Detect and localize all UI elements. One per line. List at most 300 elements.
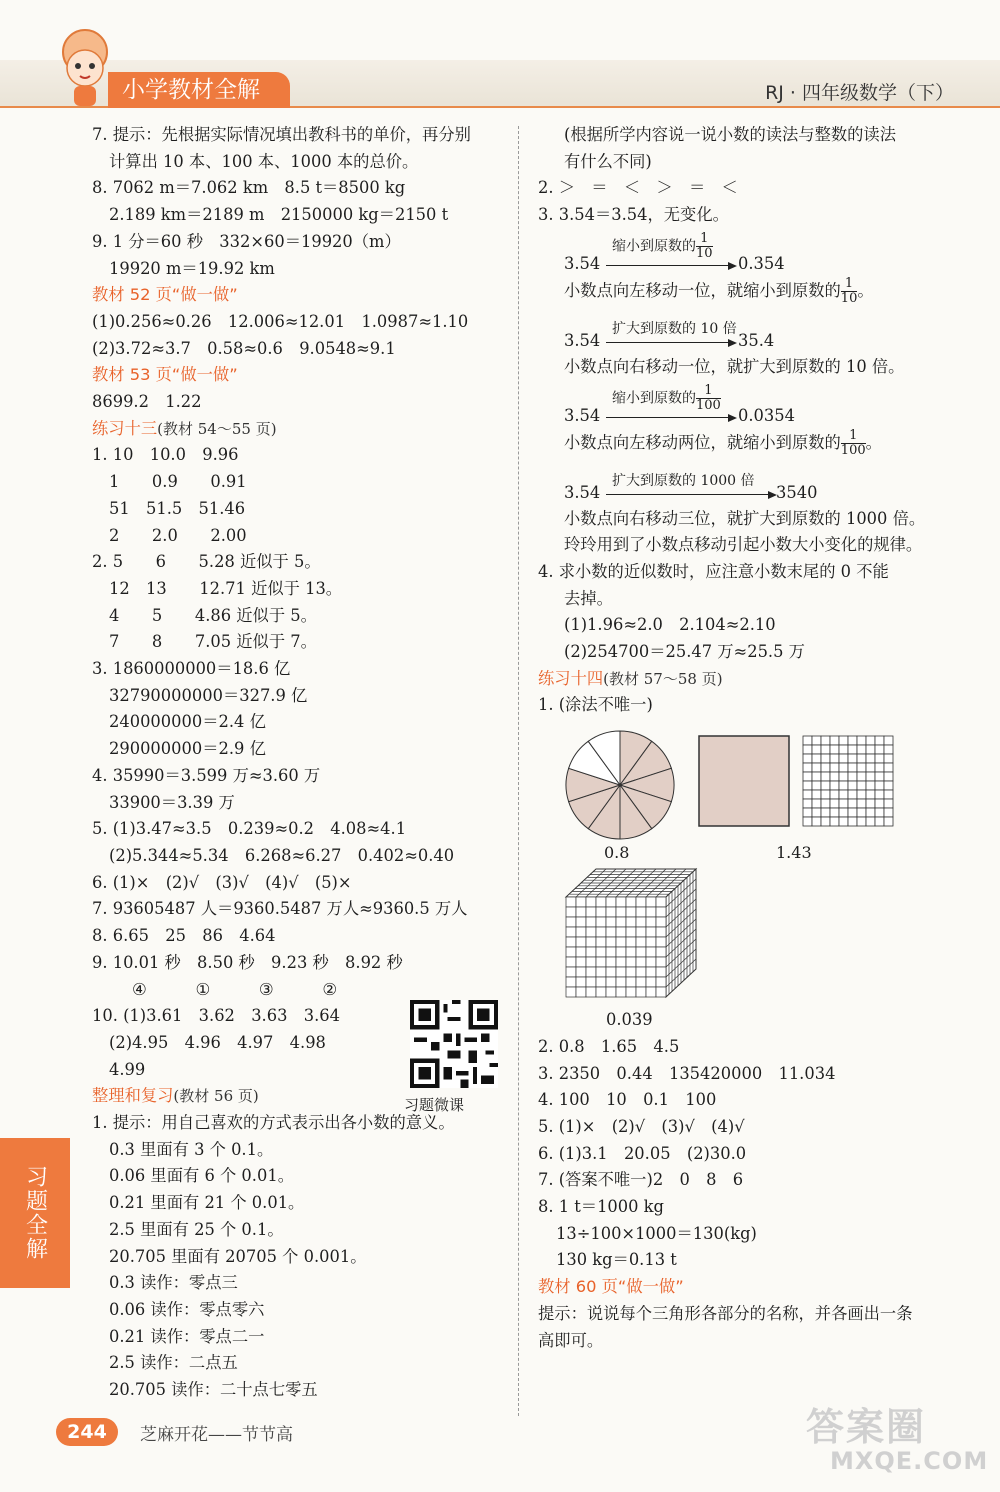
grid-cell <box>830 799 839 808</box>
cube-cell <box>636 917 646 927</box>
answer-line: 1. 10 10.0 9.96 <box>92 445 239 465</box>
cube-cell <box>606 907 616 917</box>
cube-cell <box>606 967 616 977</box>
answer-line: 0.3 里面有 3 个 0.1。 <box>109 1139 274 1159</box>
answer-line: 8. 7062 m＝7.062 km 8.5 t＝8500 kg <box>92 178 406 198</box>
cube-cell <box>576 947 586 957</box>
grid-cell <box>857 799 866 808</box>
cube-cell <box>576 967 586 977</box>
answer-line: 0.06 读作：零点零六 <box>109 1299 265 1319</box>
answer-line: 4.99 <box>109 1059 146 1079</box>
cube-cell <box>636 907 646 917</box>
cube-cell <box>576 957 586 967</box>
answer-line: 6. (1)3.1 20.05 (2)30.0 <box>538 1143 747 1163</box>
cube-cell <box>606 897 616 907</box>
answer-line: 0.3 读作：零点三 <box>109 1273 238 1293</box>
answer-line: 0.21 读作：零点二一 <box>109 1326 265 1346</box>
cube-cell <box>656 957 666 967</box>
grid-cell <box>875 745 884 754</box>
grid-cell <box>821 808 830 817</box>
transform-arrow <box>538 229 978 277</box>
cube-cell <box>596 917 606 927</box>
cube-cell <box>656 917 666 927</box>
arrow-start-value: 3.54 <box>564 330 601 350</box>
answer-line: (2)3.72≈3.7 0.58≈0.6 9.0548≈9.1 <box>92 338 396 358</box>
cube-cell <box>646 897 656 907</box>
grid-cell <box>848 736 857 745</box>
cube-cell <box>576 907 586 917</box>
section-subtitle: (教材 56 页) <box>173 1087 259 1106</box>
grid-cell <box>857 790 866 799</box>
cube-cell <box>566 897 576 907</box>
grid-cell <box>803 763 812 772</box>
answer-line: 计算出 10 本、100 本、1000 本的总价。 <box>109 151 419 171</box>
circle-figure <box>564 729 676 841</box>
cube-cell <box>596 977 606 987</box>
answer-line: 10. (1)3.61 3.62 3.63 3.64 <box>92 1006 340 1026</box>
cube-cell <box>646 977 656 987</box>
grid-cell <box>803 790 812 799</box>
watermark <box>806 1396 996 1486</box>
answer-line: 有什么不同) <box>564 151 652 171</box>
answer-line: 提示：说说每个三角形各部分的名称，并各画出一条 <box>538 1303 913 1323</box>
page-number: 244 <box>56 1418 118 1446</box>
cube-cell <box>636 987 646 997</box>
grid-cell <box>866 754 875 763</box>
section-subtitle: (教材 54～55 页) <box>157 419 277 438</box>
square-figure <box>698 735 790 827</box>
cube-cell <box>626 957 636 967</box>
cube-cell <box>566 917 576 927</box>
arrow-end-value: 3540 <box>776 482 818 502</box>
section-title: 练习十三 <box>92 418 158 438</box>
cube-cell <box>626 947 636 957</box>
answer-line: 13÷100×1000＝130(kg) <box>556 1223 757 1243</box>
cube-cell <box>646 917 656 927</box>
cube-cell <box>616 957 626 967</box>
answer-line: 7. 93605487 人＝9360.5487 万人≈9360.5 万人 <box>92 899 468 919</box>
grid-cell <box>848 799 857 808</box>
cube-cell <box>566 907 576 917</box>
section-heading: 教材 60 页“做一做” <box>538 1277 684 1297</box>
cube-cell <box>606 927 616 937</box>
grid-cell <box>812 763 821 772</box>
answer-line: (根据所学内容说一说小数的读法与整数的读法 <box>564 125 896 144</box>
cube-cell <box>636 937 646 947</box>
answer-line: 5. (1)3.47≈3.5 0.239≈0.2 4.08≈4.1 <box>92 819 407 839</box>
arrow-head-icon <box>728 339 737 347</box>
grid-cell <box>812 736 821 745</box>
cube-cell <box>596 967 606 977</box>
grid-cell <box>803 781 812 790</box>
cube-cell <box>616 917 626 927</box>
cube-cell <box>586 937 596 947</box>
cube-cell <box>656 937 666 947</box>
grid-cell <box>884 781 893 790</box>
answer-line: 8. 6.65 25 86 4.64 <box>92 926 276 946</box>
arrow-label: 缩小到原数的 $\frac{1}{100}$ <box>612 382 721 413</box>
answer-line: 130 kg＝0.13 t <box>556 1250 677 1270</box>
grid-cell <box>875 808 884 817</box>
answer-line: 9. 10.01 秒 8.50 秒 9.23 秒 8.92 秒 <box>92 952 403 972</box>
cube-cell <box>586 917 596 927</box>
cube-figure-wrap <box>538 867 978 1007</box>
answer-line: 9. 1 分＝60 秒 332×60＝19920（m） <box>92 231 401 251</box>
grid-cell <box>839 817 848 826</box>
answer-line: 0.06 里面有 6 个 0.01。 <box>109 1166 294 1186</box>
grid-cell <box>821 754 830 763</box>
answer-line: (2)5.344≈5.34 6.268≈6.27 0.402≈0.40 <box>109 845 455 865</box>
grid-cell <box>857 763 866 772</box>
answer-line: 2.5 读作：二点五 <box>109 1353 238 1373</box>
arrow-shaft <box>606 342 730 343</box>
answer-line: 33900＝3.39 万 <box>109 792 235 812</box>
grid-cell <box>875 763 884 772</box>
grid-cell <box>830 763 839 772</box>
grid-cell <box>839 808 848 817</box>
grid-cell <box>866 763 875 772</box>
grid-cell <box>857 736 866 745</box>
grid-cell <box>839 781 848 790</box>
cube-cell <box>626 917 636 927</box>
answer-line: 小数点向左移动一位，就缩小到原数的 $\frac{1}{10}$ 。 <box>564 275 874 306</box>
grid-cell <box>848 817 857 826</box>
grid-cell <box>857 754 866 763</box>
grid-cell <box>875 781 884 790</box>
cube-cell <box>566 947 576 957</box>
answer-line: 240000000＝2.4 亿 <box>109 712 266 732</box>
grid-cell <box>830 790 839 799</box>
answer-line: ④ ① ③ ② <box>132 979 337 999</box>
grid-cell <box>830 754 839 763</box>
cube-cell <box>586 927 596 937</box>
grid-cell <box>866 808 875 817</box>
answer-line: 小数点向左移动两位，就缩小到原数的 $\frac{1}{100}$ 。 <box>564 427 882 458</box>
cube-cell <box>606 957 616 967</box>
cube-cell <box>646 937 656 947</box>
section-heading: 教材 52 页“做一做” <box>92 285 238 305</box>
fraction: $\frac{1}{10}$ <box>840 275 858 306</box>
grid-cell <box>821 781 830 790</box>
cube-cell <box>616 937 626 947</box>
section-heading <box>92 416 522 443</box>
answer-line: 3. 1860000000＝18.6 亿 <box>92 659 291 679</box>
grid-cell <box>848 781 857 790</box>
answer-line: 2.5 里面有 25 个 0.1。 <box>109 1219 284 1239</box>
section-title: 整理和复习 <box>92 1086 174 1106</box>
cube-cell <box>576 937 586 947</box>
grid-cell <box>866 736 875 745</box>
grid-cell <box>803 772 812 781</box>
grid-cell <box>866 790 875 799</box>
grid-cell <box>821 763 830 772</box>
watermark-title: 答案圈 <box>806 1405 927 1449</box>
cube-cell <box>596 907 606 917</box>
cube-cell <box>576 917 586 927</box>
watermark-url: MXQE.COM <box>830 1447 989 1475</box>
grid-cell <box>848 790 857 799</box>
grid-cell <box>803 808 812 817</box>
arrow-head-icon <box>728 414 737 422</box>
answer-line: 0.21 里面有 21 个 0.01。 <box>109 1193 305 1213</box>
section-subtitle: (教材 57～58 页) <box>603 669 723 688</box>
grid-cell <box>839 799 848 808</box>
cube-cell <box>586 957 596 967</box>
grid-cell <box>830 736 839 745</box>
grid-cell <box>875 736 884 745</box>
grid-cell <box>866 817 875 826</box>
fraction: $\frac{1}{10}$ <box>696 230 713 261</box>
transform-arrow <box>538 306 978 354</box>
answer-line: 7. 提示：先根据实际情况填出教科书的单价，再分别 <box>92 125 471 144</box>
grid-cell <box>857 745 866 754</box>
grid-cell <box>803 799 812 808</box>
cube-cell <box>586 987 596 997</box>
cube-cell <box>636 927 646 937</box>
grid-cell <box>848 808 857 817</box>
grid-cell <box>803 817 812 826</box>
answer-line: (1)0.256≈0.26 12.006≈12.01 1.0987≈1.10 <box>92 311 469 331</box>
arrow-shaft <box>606 417 730 418</box>
grid-cell <box>821 772 830 781</box>
cube-cell <box>656 977 666 987</box>
cube-cell <box>656 907 666 917</box>
grid-cell <box>839 763 848 772</box>
cube-cell <box>626 967 636 977</box>
book-series-label: RJ · 四年级数学（下） <box>765 82 954 104</box>
grid-cell <box>884 745 893 754</box>
cube-cell <box>646 967 656 977</box>
cube-cell <box>656 987 666 997</box>
answer-line: 51 51.5 51.46 <box>109 498 246 518</box>
qr-code-label: 习题微课 <box>404 1096 465 1114</box>
answer-line: 2.189 km＝2189 m 2150000 kg＝2150 t <box>109 205 449 225</box>
answer-line: 玲玲用到了小数点移动引起小数大小变化的规律。 <box>564 535 923 555</box>
grid-cell <box>830 817 839 826</box>
arrow-start-value: 3.54 <box>564 253 601 273</box>
figure-label: 0.8 <box>604 843 630 863</box>
grid-cell <box>830 808 839 817</box>
cube-cell <box>626 927 636 937</box>
grid-cell <box>839 754 848 763</box>
side-tab: 习题全解 <box>0 1138 70 1288</box>
answer-line: 7. (答案不唯一)2 0 8 6 <box>538 1170 744 1190</box>
transform-arrow <box>538 381 978 429</box>
grid-cell <box>848 763 857 772</box>
grid-cell <box>875 799 884 808</box>
arrow-label: 扩大到原数的 10 倍 <box>612 320 737 337</box>
answer-line: 4 5 4.86 近似于 5。 <box>109 605 317 625</box>
cube-cell <box>576 897 586 907</box>
cube-cell <box>646 927 656 937</box>
cube-figure <box>564 867 704 1003</box>
cube-cell <box>586 907 596 917</box>
grid-cell <box>875 817 884 826</box>
cube-cell <box>626 937 636 947</box>
grid-cell <box>866 772 875 781</box>
cube-cell <box>566 957 576 967</box>
grid-cell <box>884 790 893 799</box>
grid-cell <box>812 745 821 754</box>
cube-cell <box>616 907 626 917</box>
grid-cell <box>830 781 839 790</box>
cube-cell <box>656 897 666 907</box>
qr-code-icon[interactable] <box>410 1000 498 1088</box>
grid-cell <box>821 745 830 754</box>
answer-line: (2)4.95 4.96 4.97 4.98 <box>109 1032 326 1052</box>
right-column <box>538 122 978 1354</box>
answer-line: 1. 提示：用自己喜欢的方式表示出各小数的意义。 <box>92 1113 455 1133</box>
answer-line: 6. (1)× (2)√ (3)√ (4)√ (5)× <box>92 872 352 892</box>
grid-cell <box>884 754 893 763</box>
grid-cell <box>884 772 893 781</box>
arrow-end-value: 0.0354 <box>738 405 795 425</box>
grid-cell <box>857 781 866 790</box>
fraction: $\frac{1}{100}$ <box>840 427 866 458</box>
cube-cell <box>616 977 626 987</box>
cube-cell <box>646 957 656 967</box>
answer-line: 8699.2 1.22 <box>92 392 202 412</box>
grid-cell <box>884 808 893 817</box>
grid-cell <box>812 799 821 808</box>
grid-cell <box>848 772 857 781</box>
cube-cell <box>566 977 576 987</box>
grid-cell <box>821 790 830 799</box>
arrow-start-value: 3.54 <box>564 482 601 502</box>
grid-cell <box>839 736 848 745</box>
cube-cell <box>576 987 586 997</box>
grid-cell <box>866 745 875 754</box>
grid-cell <box>812 772 821 781</box>
grid-cell <box>803 745 812 754</box>
answer-line: 3. 2350 0.44 135420000 11.034 <box>538 1063 836 1083</box>
answer-line: 高即可。 <box>538 1330 604 1350</box>
cube-cell <box>596 937 606 947</box>
cube-cell <box>606 917 616 927</box>
cube-cell <box>596 897 606 907</box>
cube-cell <box>656 927 666 937</box>
answer-line: 19920 m＝19.92 km <box>109 258 275 278</box>
answer-line: 小数点向右移动一位，就扩大到原数的 10 倍。 <box>564 356 905 376</box>
cube-cell <box>636 947 646 957</box>
grid-cell <box>857 817 866 826</box>
left-column <box>92 122 522 1404</box>
cube-cell <box>616 987 626 997</box>
grid-cell <box>839 772 848 781</box>
grid-cell <box>857 772 866 781</box>
section-heading <box>538 666 978 693</box>
grid-cell <box>884 817 893 826</box>
cube-cell <box>566 967 576 977</box>
transform-arrow <box>538 458 978 506</box>
arrow-head-icon <box>728 262 737 270</box>
answer-line: 1. (涂法不唯一) <box>538 695 653 715</box>
cube-cell <box>596 987 606 997</box>
grid-cell <box>866 781 875 790</box>
grid-figure <box>802 735 894 827</box>
grid-cell <box>857 808 866 817</box>
grid-cell <box>830 772 839 781</box>
cube-cell <box>606 987 616 997</box>
book-banner: 小学教材全解 <box>108 72 290 108</box>
cube-cell <box>636 897 646 907</box>
answer-line: 8. 1 t＝1000 kg <box>538 1197 664 1217</box>
cube-cell <box>626 977 636 987</box>
decimal-figures-row <box>538 719 978 867</box>
grid-cell <box>812 808 821 817</box>
grid-cell <box>839 790 848 799</box>
cube-cell <box>626 987 636 997</box>
answer-line: 20.705 读作：二十点七零五 <box>109 1380 318 1400</box>
answer-line: 12 13 12.71 近似于 13。 <box>109 578 343 598</box>
cube-cell <box>656 967 666 977</box>
arrow-end-value: 35.4 <box>738 330 775 350</box>
grid-cell <box>884 799 893 808</box>
cube-cell <box>636 977 646 987</box>
cube-cell <box>616 897 626 907</box>
cube-cell <box>616 927 626 937</box>
answer-line: 4. 求小数的近似数时，应注意小数末尾的 0 不能 <box>538 561 889 581</box>
arrow-start-value: 3.54 <box>564 405 601 425</box>
answer-line: 小数点向右移动三位，就扩大到原数的 1000 倍。 <box>564 508 926 528</box>
cube-cell <box>646 907 656 917</box>
grid-cell <box>875 772 884 781</box>
grid-cell <box>803 736 812 745</box>
arrow-label: 缩小到原数的 $\frac{1}{10}$ <box>612 230 713 261</box>
grid-cell <box>884 763 893 772</box>
section-title: 练习十四 <box>538 668 604 688</box>
answer-line: 4. 100 10 0.1 100 <box>538 1090 717 1110</box>
cube-cell <box>656 947 666 957</box>
footer-slogan: 芝麻开花——节节高 <box>140 1425 293 1445</box>
cube-cell <box>586 897 596 907</box>
cube-cell <box>636 967 646 977</box>
answer-line: 7 8 7.05 近似于 7。 <box>109 632 317 652</box>
grid-cell <box>830 745 839 754</box>
grid-cell <box>812 781 821 790</box>
section-heading: 教材 53 页“做一做” <box>92 365 238 385</box>
grid-cell <box>812 754 821 763</box>
cube-cell <box>626 907 636 917</box>
grid-cell <box>812 817 821 826</box>
arrow-shaft <box>606 265 730 266</box>
cube-cell <box>586 977 596 987</box>
answer-line: 5. (1)× (2)√ (3)√ (4)√ <box>538 1116 745 1136</box>
grid-cell <box>812 790 821 799</box>
cube-cell <box>606 977 616 987</box>
answer-line: 4. 35990＝3.599 万≈3.60 万 <box>92 765 321 785</box>
cube-cell <box>596 957 606 967</box>
arrow-label: 扩大到原数的 1000 倍 <box>612 472 755 489</box>
answer-line: (1)1.96≈2.0 2.104≈2.10 <box>564 615 776 635</box>
fraction: $\frac{1}{100}$ <box>696 382 721 413</box>
arrow-end-value: 0.354 <box>738 253 785 273</box>
cube-cell <box>646 947 656 957</box>
figure-label: 0.039 <box>606 1010 653 1030</box>
cube-cell <box>586 947 596 957</box>
answer-line: 2. 5 6 5.28 近似于 5。 <box>92 552 321 572</box>
grid-cell <box>866 799 875 808</box>
answer-line: 20.705 里面有 20705 个 0.001。 <box>109 1246 367 1266</box>
cube-cell <box>606 947 616 957</box>
cube-cell <box>566 927 576 937</box>
cube-cell <box>606 937 616 947</box>
cube-cell <box>616 967 626 977</box>
answer-line: 1 0.9 0.91 <box>109 472 247 492</box>
grid-cell <box>848 745 857 754</box>
cube-cell <box>636 957 646 967</box>
cube-cell <box>566 987 576 997</box>
